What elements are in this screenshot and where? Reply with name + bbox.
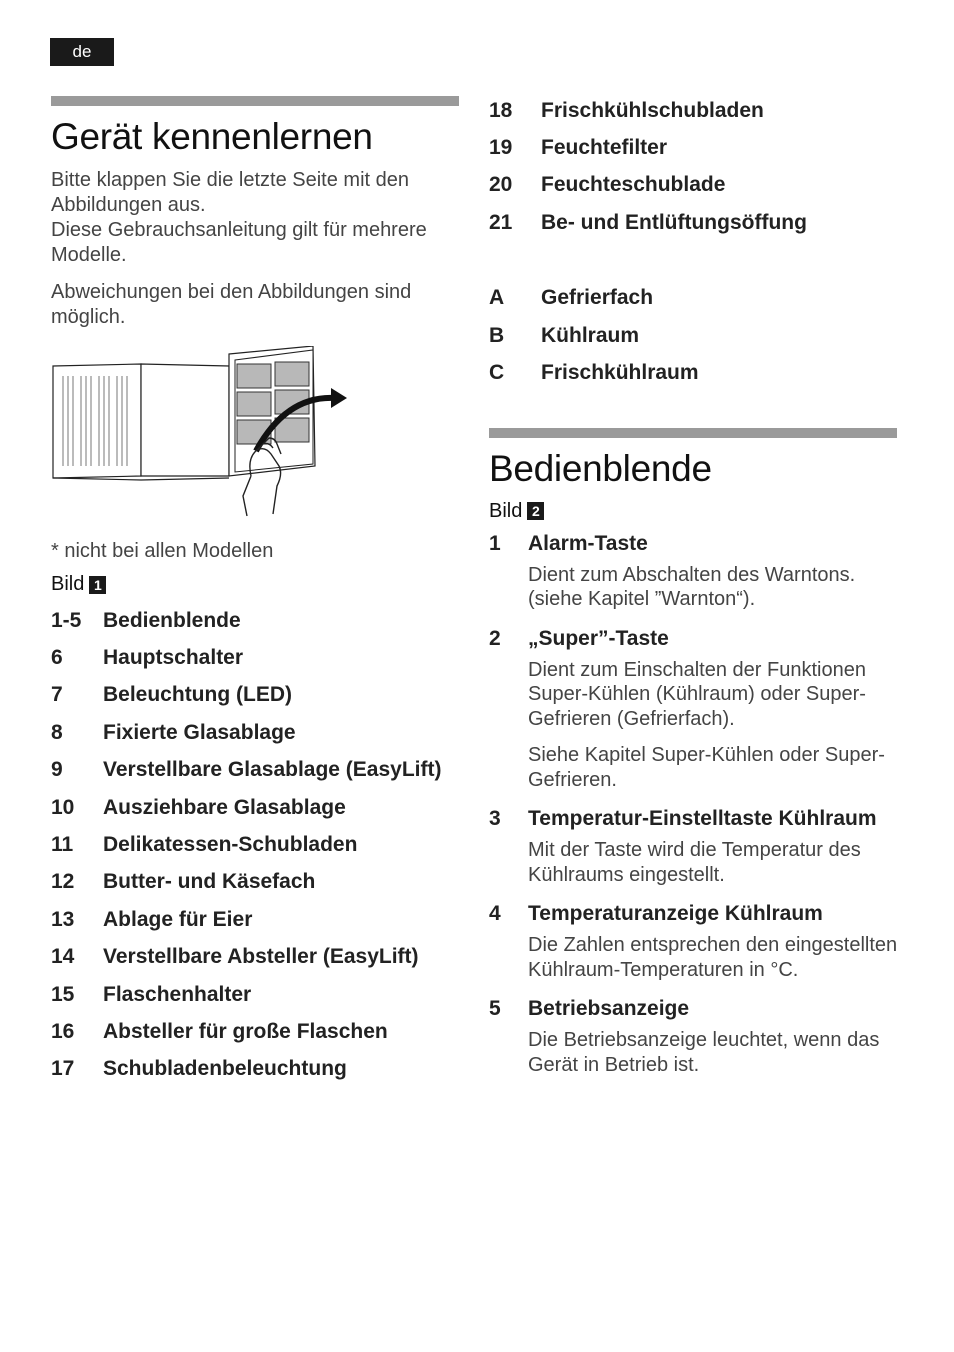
item-number: 15: [51, 982, 75, 1006]
item-number: 13: [51, 907, 75, 931]
control-item: [489, 624, 901, 793]
figure-number-badge: 2: [527, 502, 544, 520]
list-item: [51, 677, 463, 714]
list-item: [51, 976, 463, 1013]
item-label: Ablage für Eier: [103, 907, 253, 931]
item-number: 3: [489, 807, 501, 831]
list-item: [51, 826, 463, 863]
item-number: 19: [489, 136, 513, 160]
item-label: Schubladenbeleuchtung: [103, 1057, 347, 1081]
item-label: Temperaturanzeige Kühlraum: [528, 902, 823, 926]
control-item: [489, 994, 901, 1077]
item-number: 7: [51, 683, 63, 707]
item-label: Verstellbare Glasablage (EasyLift): [103, 758, 442, 782]
intro-paragraph-2: Diese Gebrauchsanleitung gilt für mehrere Modelle.: [51, 219, 427, 266]
item-number: 20: [489, 173, 513, 197]
parts-list: [51, 602, 463, 1088]
list-item: [51, 864, 463, 901]
item-label: Feuchteschublade: [541, 173, 726, 197]
item-label: Delikatessen-Schubladen: [103, 833, 358, 857]
item-number: 14: [51, 945, 75, 969]
list-item: [51, 602, 463, 639]
list-item: [51, 789, 463, 826]
list-item: [51, 714, 463, 751]
item-label: Ausziehbare Glasablage: [103, 795, 346, 819]
item-label: Feuchtefilter: [541, 136, 668, 160]
control-item: [489, 899, 901, 982]
list-item: [51, 939, 463, 976]
item-number: 8: [51, 720, 63, 744]
item-number: 12: [51, 870, 75, 894]
list-item: [51, 901, 463, 938]
item-label: Frischkühlschubladen: [541, 98, 764, 122]
list-item: [51, 752, 463, 789]
item-number: 11: [51, 833, 74, 857]
item-label: Butter- und Käsefach: [103, 870, 316, 894]
list-item: [489, 92, 901, 129]
intro-paragraph-1: Bitte klappen Sie die letzte Seite mit den Abbildungen aus.: [51, 169, 409, 216]
list-item: [489, 167, 901, 204]
control-item: [489, 804, 901, 887]
parts-list-continued: [489, 92, 901, 242]
left-column: [51, 96, 463, 1088]
item-number: B: [489, 323, 505, 347]
control-descriptions: [489, 529, 901, 1078]
item-number: 10: [51, 795, 75, 819]
item-label: Flaschenhalter: [103, 982, 252, 1006]
item-number: 9: [51, 758, 63, 782]
figure-number-badge: 1: [89, 576, 106, 594]
item-description: Mit der Taste wird die Temperatur des Kühlraums eingestellt.: [528, 839, 861, 886]
language-tag: de: [50, 38, 114, 66]
compartment-list: [489, 280, 901, 392]
figure-reference-1: [51, 573, 463, 596]
item-number: 1-5: [51, 608, 82, 632]
list-item: [489, 354, 901, 391]
item-label: Temperatur-Einstelltaste Kühlraum: [528, 807, 877, 831]
list-item: [51, 639, 463, 676]
item-label: Absteller für große Flaschen: [103, 1019, 388, 1043]
section-title-geraet: Gerät kennenlernen: [51, 116, 373, 157]
footnote: * nicht bei allen Modellen: [51, 540, 274, 562]
item-number: 2: [489, 626, 501, 650]
item-label: Hauptschalter: [103, 646, 244, 670]
list-item: [489, 317, 901, 354]
foldout-illustration: [51, 346, 351, 526]
item-label: Gefrierfach: [541, 286, 654, 310]
item-number: 6: [51, 646, 63, 670]
item-number: C: [489, 361, 505, 385]
list-item: [51, 1051, 463, 1088]
intro-paragraph-3: Abweichungen bei den Abbildungen sind möglich.: [51, 281, 412, 328]
item-number: 1: [489, 531, 501, 555]
item-label: Kühlraum: [541, 323, 640, 347]
item-description: Dient zum Abschalten des Warntons. (siehe Kapitel ”Warnton“).: [528, 563, 856, 611]
item-label: Fixierte Glasablage: [103, 720, 296, 744]
item-label: Be- und Entlüftungsöffung: [541, 210, 807, 234]
section-divider: [489, 428, 897, 438]
item-label: Beleuchtung (LED): [103, 683, 292, 707]
item-number: A: [489, 286, 505, 310]
item-label: Alarm-Taste: [528, 531, 648, 555]
item-description: Die Zahlen entsprechen den eingestellten Kühlraum-Temperaturen in °C.: [528, 934, 898, 981]
item-description: Siehe Kapitel Super-Kühlen oder Super-Gefrieren.: [528, 744, 885, 791]
item-number: 18: [489, 98, 513, 122]
unfold-page-icon: [51, 346, 351, 526]
item-label: „Super”-Taste: [528, 626, 669, 650]
section-divider: [51, 96, 459, 106]
item-description: Die Betriebsanzeige leuchtet, wenn das Gerät in Betrieb ist.: [528, 1029, 880, 1076]
section-title-bedienblende: Bedienblende: [489, 447, 712, 489]
item-number: 16: [51, 1019, 75, 1043]
item-description: Dient zum Einschalten der Funktionen Super-Kühlen (Kühlraum) oder Super-Gefrieren (Gefrierfach).: [528, 658, 866, 730]
item-number: 4: [489, 902, 501, 926]
item-label: Bedienblende: [103, 608, 241, 632]
item-number: 5: [489, 997, 501, 1021]
list-item: [489, 129, 901, 166]
item-label: Betriebsanzeige: [528, 997, 690, 1021]
item-label: Verstellbare Absteller (EasyLift): [103, 945, 419, 969]
figure-reference-2: [489, 500, 901, 523]
item-number: 21: [489, 210, 513, 234]
list-item: [51, 1013, 463, 1050]
item-number: 17: [51, 1057, 75, 1081]
right-column: [489, 92, 901, 1089]
list-item: [489, 280, 901, 317]
figure-label: Bild: [489, 499, 523, 522]
figure-label: Bild: [51, 573, 85, 595]
control-item: [489, 529, 901, 612]
item-label: Frischkühlraum: [541, 361, 699, 385]
list-item: [489, 204, 901, 241]
